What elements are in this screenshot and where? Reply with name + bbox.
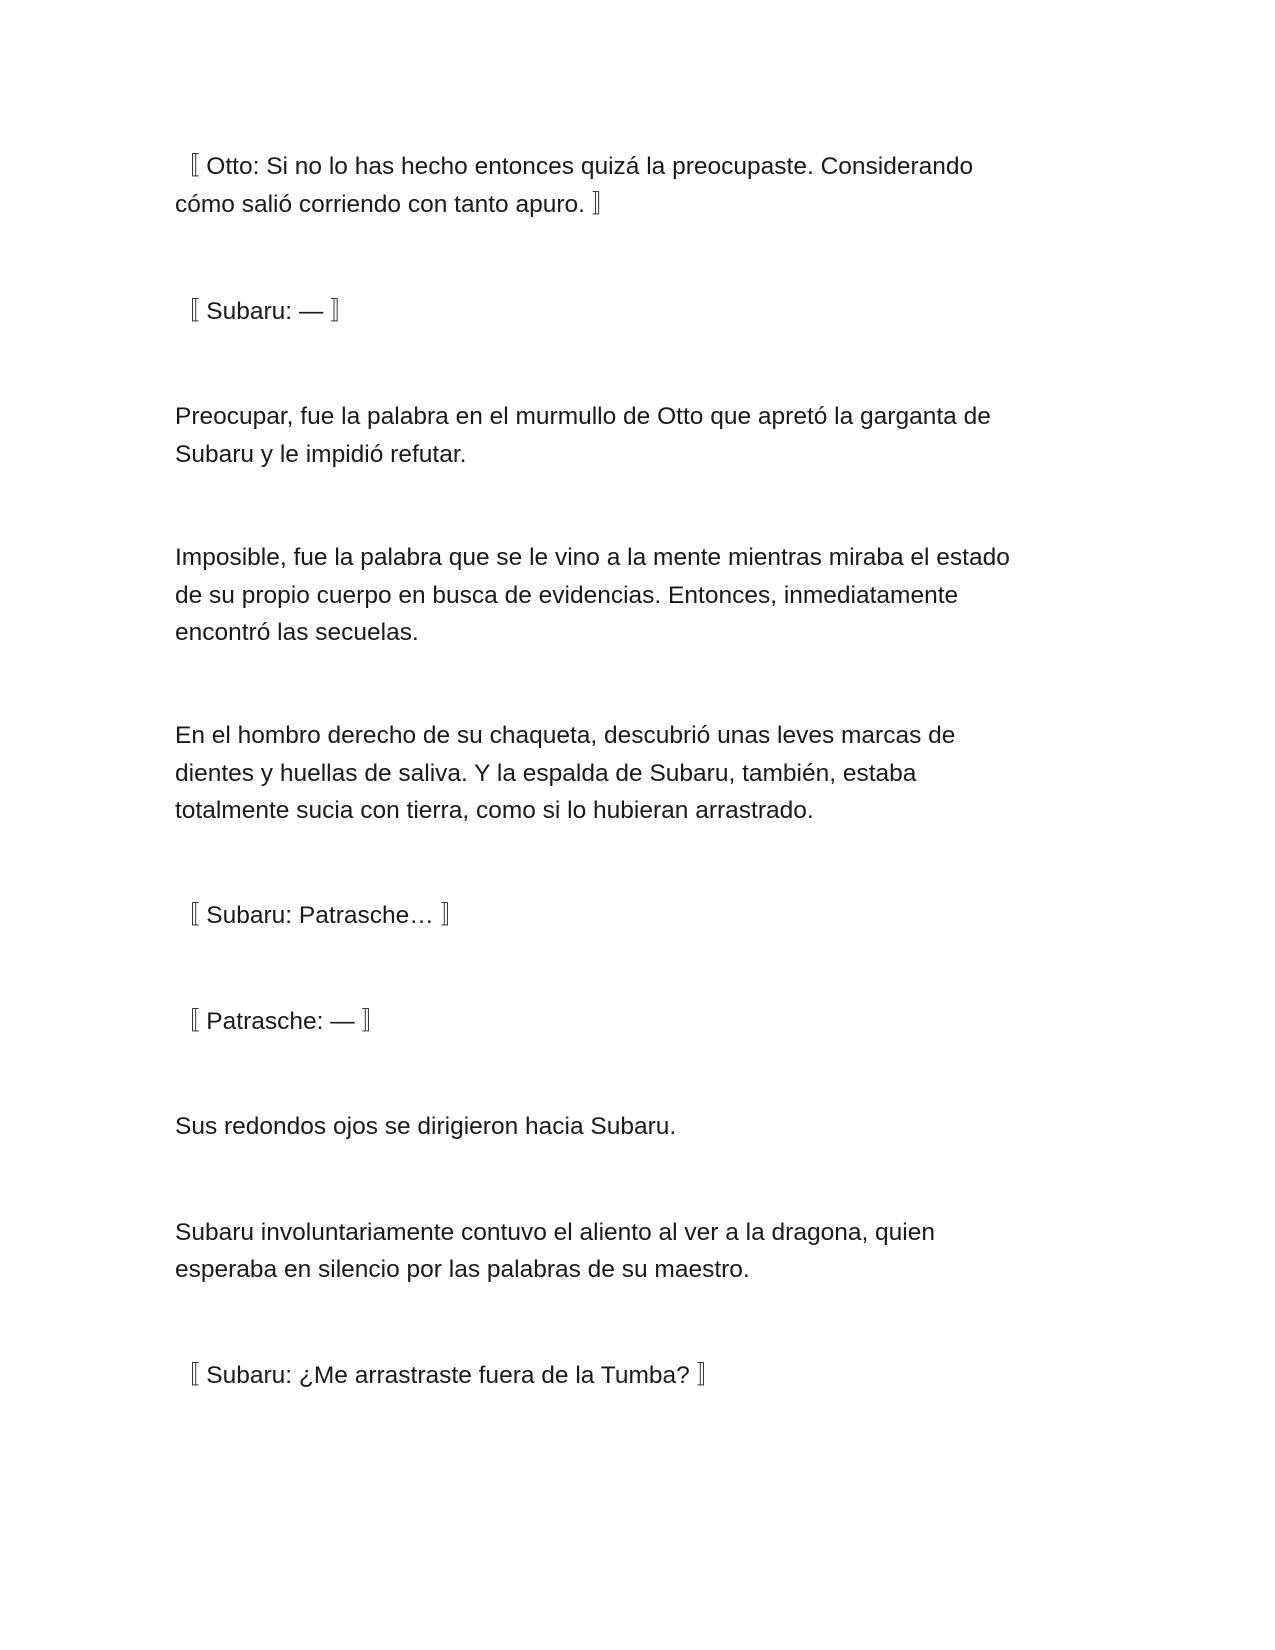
dialogue-subaru-silence: 〚 Subaru: — 〛 [175, 298, 355, 325]
narration-hombro-line-1: En el hombro derecho de su chaqueta, descubrió unas leves marcas de [175, 722, 956, 749]
narration-preocupar-line-1: Preocupar, fue la palabra en el murmullo de Otto que apretó la garganta de [175, 403, 991, 430]
narration-imposible-line-1: Imposible, fue la palabra que se le vino a la mente mientras miraba el estado [175, 544, 1010, 571]
dialogue-otto-line-1: 〚 Otto: Si no lo has hecho entonces quizá la preocupaste. Considerando [175, 153, 974, 180]
narration-preocupar-line-2: Subaru y le impidió refutar. [175, 441, 467, 468]
narration-hombro-line-2: dientes y huellas de saliva. Y la espalda de Subaru, también, estaba [175, 760, 917, 787]
dialogue-otto-line-2: cómo salió corriendo con tanto apuro. 〛 [175, 191, 617, 218]
dialogue-subaru-patrasche: 〚 Subaru: Patrasche… 〛 [175, 902, 466, 929]
dialogue-subaru-tumba: 〚 Subaru: ¿Me arrastraste fuera de la Tumba? 〛 [175, 1362, 722, 1389]
narration-imposible-line-3: encontró las secuelas. [175, 619, 419, 646]
narration-hombro-line-3: totalmente sucia con tierra, como si lo hubieran arrastrado. [175, 797, 814, 824]
dialogue-patrasche-silence: 〚 Patrasche: — 〛 [175, 1008, 387, 1035]
narration-imposible-line-2: de su propio cuerpo en busca de evidencias. Entonces, inmediatamente [175, 582, 959, 609]
narration-aliento-line-1: Subaru involuntariamente contuvo el aliento al ver a la dragona, quien [175, 1219, 936, 1246]
narration-aliento-line-2: esperaba en silencio por las palabras de su maestro. [175, 1256, 750, 1283]
narration-ojos: Sus redondos ojos se dirigieron hacia Subaru. [175, 1113, 677, 1140]
